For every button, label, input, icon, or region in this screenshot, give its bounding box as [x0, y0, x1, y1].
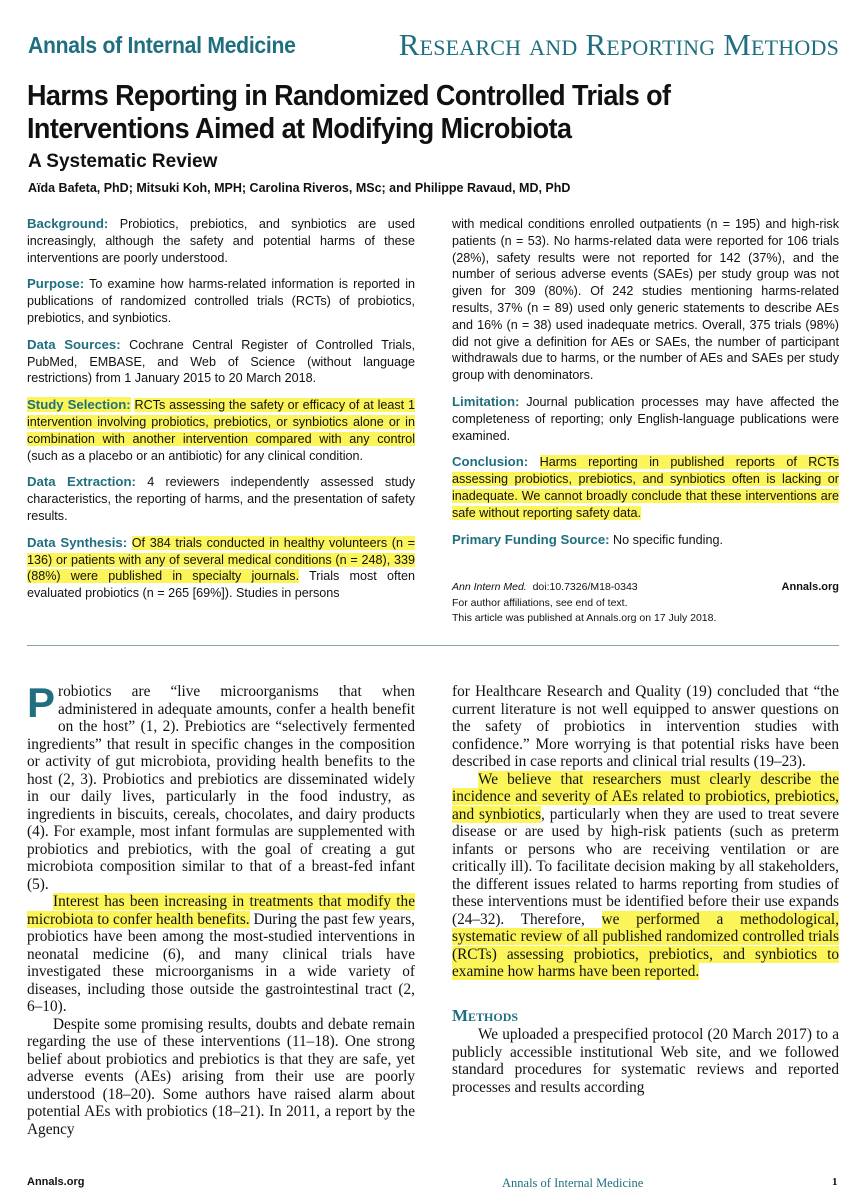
abstract-heading: Data Synthesis:	[27, 534, 128, 550]
highlighted-text: we performed a methodological, systematic review of all published randomized controlled trials (RCTs) assessing probiotics, prebiotics, and synbiotics to examine how harms have been reported.	[452, 910, 839, 980]
abstract-heading: Study Selection:	[27, 397, 131, 413]
publication-note: This article was published at Annals.org on 17 July 2018.	[452, 612, 717, 624]
citation-block	[452, 580, 839, 627]
abstract-heading: Conclusion:	[452, 454, 529, 470]
abstract-limitation	[452, 394, 839, 444]
abstract-text: Probiotics, prebiotics, and synbiotics are used increasingly, although the safety and potential harms of these interventions are poorly understood.	[27, 217, 415, 265]
abstract-left-column	[27, 216, 415, 612]
methods-heading: Methods	[452, 1005, 519, 1025]
highlighted-text: We believe that researchers must clearly describe the incidence and severity of AEs related to probiotics, prebiotics, and synbiotics	[452, 770, 839, 823]
authors: Aïda Bafeta, PhD; Mitsuki Koh, MPH; Carolina Riveros, MSc; and Philippe Ravaud, MD, PhD	[28, 181, 571, 195]
citation-ref	[452, 580, 638, 596]
abstract-data-sources	[27, 337, 415, 387]
body-paragraph: We uploaded a prespecified protocol (20 March 2017) to a publicly accessible institutional Web site, and we followed standard procedures for systematic reviews and reported processes and results according	[452, 1026, 839, 1096]
highlighted-text: RCTs assessing the safety or efficacy of at least 1 intervention involving probiotics, prebiotics, or synbiotics alone or in combination with another intervention compared with any control	[27, 398, 415, 446]
abstract-right-column	[452, 216, 839, 558]
section-divider	[27, 645, 839, 646]
page-number: 1	[832, 1176, 838, 1188]
abstract-text: To examine how harms-related information is reported in publications of randomized controlled trials (RCTs) of probiotics, prebiotics, and synbiotics.	[27, 277, 415, 325]
body-text: robiotics are “live microorganisms that when administered in adequate amounts, confer a health benefit on the host” (1, 2). Prebiotics are “selectively fermented ingredients” that result in specific changes in the composition or activity of gut microbiota, providing health benefits to the host (2, 3). Probiotics and prebiotics are disseminated widely in our daily lives, particularly in the food industry, as ingredients in biscuits, cereals, chocolates, and dairy products (4). For example, most infant formulas are supplemented with probiotics and prebiotics, with the goal of creating a gut microbiota composition similar to that of a breast-fed infant (5).	[27, 683, 415, 893]
body-paragraph	[27, 679, 415, 893]
article-subtitle: A Systematic Review	[28, 151, 218, 172]
body-left-column	[27, 679, 415, 1138]
body-right-column	[452, 683, 839, 1096]
body-text: , particularly when they are used to treat severe disease or are used by high-risk patients (such as preterm infants or persons who are receiving ventilation or are critically ill). To facilitate decision making by all stakeholders, the different issues related to harms reporting from studies of these interventions must be identified before their use expands (24–32). Therefore,	[452, 805, 839, 928]
highlighted-text: Interest has been increasing in treatments that modify the microbiota to confer health benefits.	[27, 893, 415, 928]
drop-cap: P	[27, 679, 56, 726]
abstract-heading: Data Sources:	[27, 336, 121, 352]
abstract-conclusion	[452, 454, 839, 521]
highlighted-text: Of 384 trials conducted in healthy volunteers (n = 136) or patients with any of several medical conditions (n = 248), 339 (88%) were published in specialty journals.	[27, 535, 415, 584]
highlighted-text: Harms reporting in published reports of RCTs assessing probiotics, prebiotics, and synbiotics often is lacking or inadequate. We cannot broadly conclude that these interventions are safe without reporting safety data.	[452, 455, 839, 520]
abstract-data-synthesis	[27, 535, 415, 602]
abstract-text: 4 reviewers independently assessed study characteristics, the reporting of harms, and the presentation of safety results.	[27, 475, 415, 523]
abstract-heading: Purpose:	[27, 276, 85, 292]
body-paragraph	[27, 893, 415, 1016]
body-paragraph: Despite some promising results, doubts and debate remain regarding the use of these interventions (11–18). One strong belief about probiotics and prebiotics is that they are safe, yet adverse events (AEs) arising from their use are poorly understood (18–20). Some authors have raised alarm about potential AEs with probiotics (18–21). In 2011, a report by the Agency	[27, 1015, 415, 1138]
body-text: During the past few years, probiotics have been among the most-studied interventions in neonatal medicine (6), and many clinical trials have investigated these microorganisms in a wide variety of diseases, including those outside the gastrointestinal tract (2, 6–10).	[27, 910, 415, 1015]
abstract-purpose	[27, 276, 415, 326]
abstract-heading: Background:	[27, 216, 109, 231]
abstract-data-extraction	[27, 474, 415, 524]
abstract-text: Cochrane Central Register of Controlled Trials, PubMed, EMBASE, and Web of Science (without language restrictions) from 1 January 2015 to 20 March 2018.	[27, 337, 415, 386]
abstract-text: Journal publication processes may have affected the completeness of reporting; only English-language publications were examined.	[452, 394, 840, 443]
abstract-text: No specific funding.	[613, 532, 723, 547]
abstract-heading: Data Extraction:	[27, 474, 136, 490]
article-title: Harms Reporting in Randomized Controlled Trials of Interventions Aimed at Modifying Microbiota	[27, 80, 671, 145]
abstract-text: (such as a placebo or an antibiotic) for any clinical condition.	[27, 448, 364, 463]
body-paragraph: for Healthcare Research and Quality (19) concluded that “the current literature is not well equipped to answer questions on the safety of probiotics in intervention studies with confidence.” More worrying is that potential risks have been described in case reports and clinical trial results (19–23).	[452, 683, 839, 770]
footer-journal: Annals of Internal Medicine	[502, 1176, 644, 1190]
affiliations-note: For author affiliations, see end of text.	[452, 596, 628, 609]
body-paragraph	[452, 771, 839, 981]
abstract-funding	[452, 532, 839, 549]
abstract-heading: Primary Funding Source:	[452, 531, 610, 547]
doi[interactable]: doi:10.7326/M18-0343	[532, 581, 638, 593]
abstract-background	[27, 216, 415, 266]
abstract-heading: Limitation:	[452, 393, 520, 409]
abstract-study-selection	[27, 397, 415, 464]
journal-abbrev: Ann Intern Med.	[452, 581, 527, 593]
journal-name: Annals of Internal Medicine	[28, 32, 296, 58]
abstract-text: Trials most often evaluated probiotics (n = 265 [69%]). Studies in persons	[27, 569, 415, 601]
abstract-data-synthesis-continued: with medical conditions enrolled outpatients (n = 195) and high-risk patients (n = 53). No harms-related data were reported for 106 trials (28%), safety results were not reported for 142 (37%), and the number of serious adverse events (SAEs) per study group was not given for 309 (80%). Of 242 studies mentioning harms-related results, 37% (n = 89) used only generic statements to describe AEs and 16% (n = 38) used inadequate metrics. Overall, 375 trials (98%) did not give a definition for AEs or SAEs, the number of participant withdrawals due to harms, or the number of AEs and SAEs per study group with denominators.	[452, 217, 839, 383]
site-link[interactable]: Annals.org	[781, 581, 839, 593]
footer-site[interactable]: Annals.org	[27, 1176, 85, 1188]
section-name: Research and Reporting Methods	[398, 27, 839, 62]
